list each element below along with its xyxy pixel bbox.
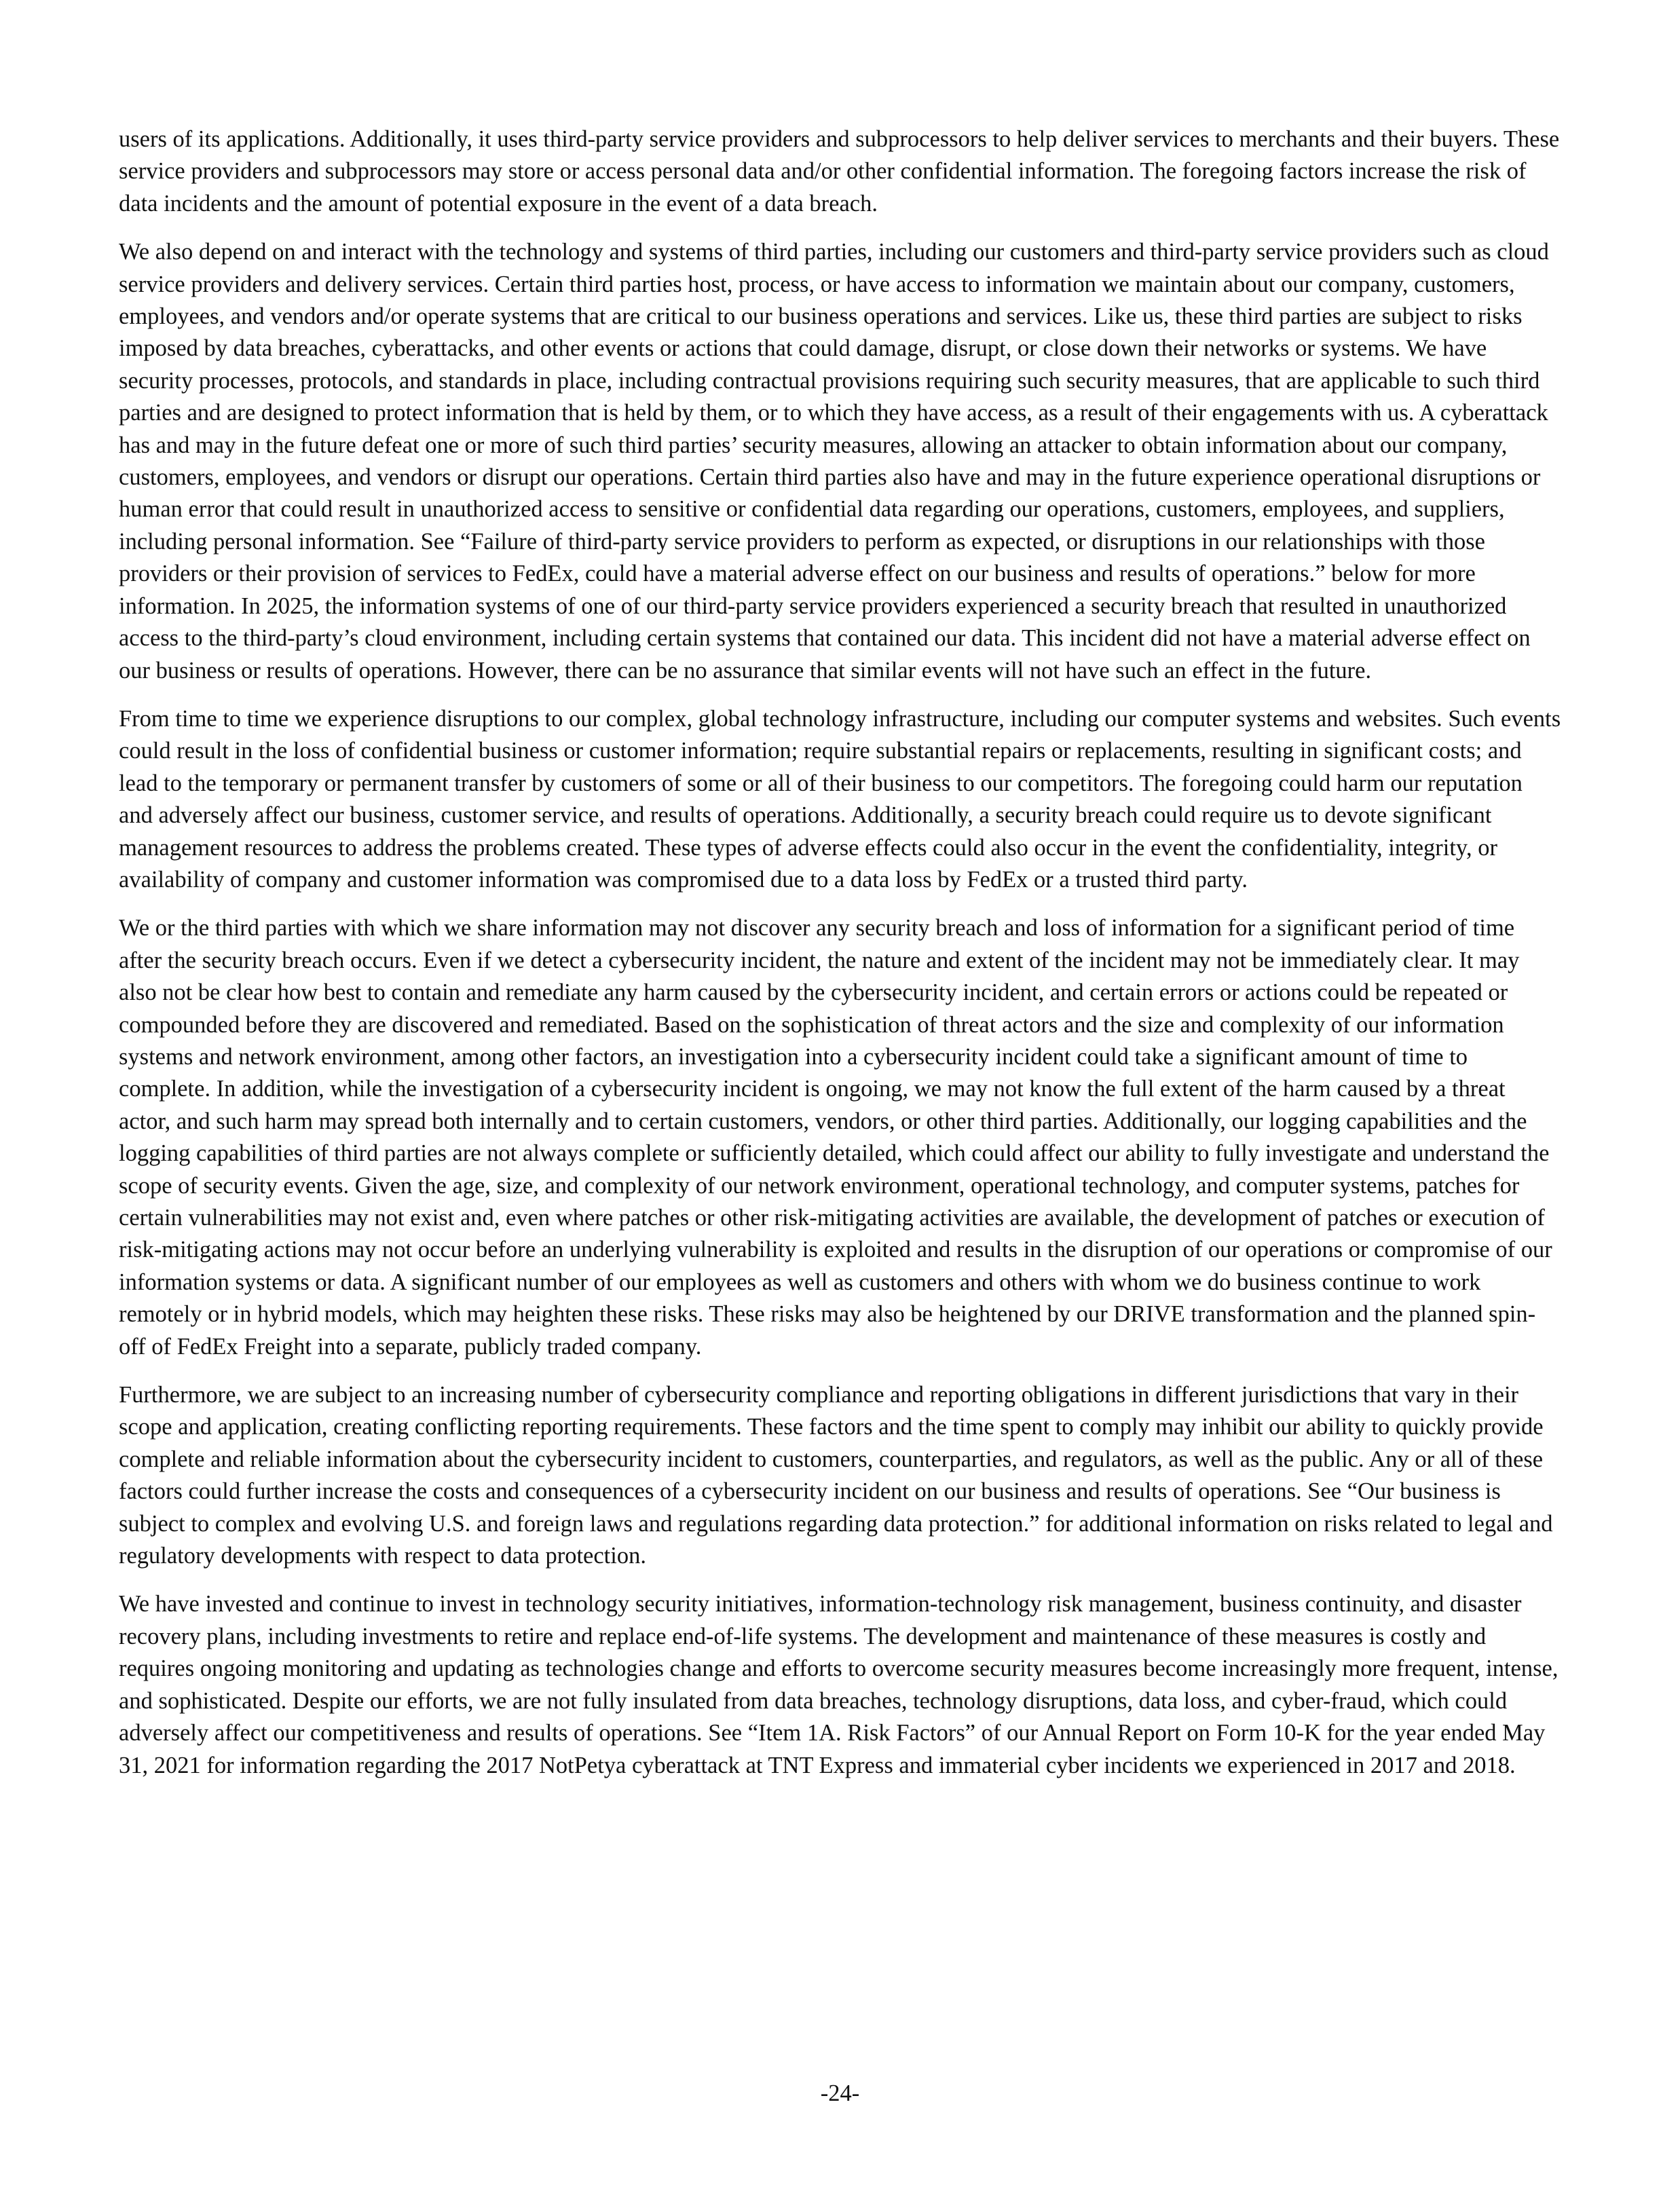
page-number: -24- [820, 2080, 860, 2106]
paragraph-breach-discovery: We or the third parties with which we share information may not discover any security breach and loss of information for a significant period of time after the security breach occurs. Even if we detect a cybersecurity incident, the nature and extent of the incident may not be immediately clear. It may also not be clear how best to contain and remediate any harm caused by the cybersecurity incident, and certain errors or actions could be repeated or compounded before they are discovered and remediated. Based on the sophistication of threat actors and the size and complexity of our information systems and network environment, among other factors, an investigation into a cybersecurity incident could take a significant amount of time to complete. In addition, while the investigation of a cybersecurity incident is ongoing, we may not know the full extent of the harm caused by a threat actor, and such harm may spread both internally and to certain customers, vendors, or other third parties. Additionally, our logging capabilities and the logging capabilities of third parties are not always complete or sufficiently detailed, which could affect our ability to fully investigate and understand the scope of security events. Given the age, size, and complexity of our network environment, operational technology, and computer systems, patches for certain vulnerabilities may not exist and, even where patches or other risk-mitigating activities are available, the development of patches or execution of risk-mitigating actions may not occur before an underlying vulnerability is exploited and results in the disruption of our operations or compromise of our information systems or data. A significant number of our employees as well as customers and others with whom we do business continue to work remotely or in hybrid models, which may heighten these risks. These risks may also be heightened by our DRIVE transformation and the planned spin-off of FedEx Freight into a separate, publicly traded company. [119, 915, 1552, 1360]
document-body [119, 124, 1562, 1798]
paragraph-third-parties: We also depend on and interact with the technology and systems of third parties, including our customers and third-party service providers such as cloud service providers and delivery services. Certain third parties host, process, or have access to information we maintain about our company, customers, employees, and vendors and/or operate systems that are critical to our business operations and services. Like us, these third parties are subject to risks imposed by data breaches, cyberattacks, and other events or actions that could damage, disrupt, or close down their networks or systems. We have security processes, protocols, and standards in place, including contractual provisions requiring such security measures, that are applicable to such third parties and are designed to protect information that is held by them, or to which they have access, as a result of their engagements with us. A cyberattack has and may in the future defeat one or more of such third parties’ security measures, allowing an attacker to obtain information about our company, customers, employees, and vendors or disrupt our operations. Certain third parties also have and may in the future experience operational disruptions or human error that could result in unauthorized access to sensitive or confidential data regarding our operations, customers, employees, and suppliers, including personal information. See “Failure of third-party service providers to perform as expected, or disruptions in our relationships with those providers or their provision of services to FedEx, could have a material adverse effect on our business and results of operations.” below for more information. In 2025, the information systems of one of our third-party service providers experienced a security breach that resulted in unauthorized access to the third-party’s cloud environment, including certain systems that contained our data. This incident did not have a material adverse effect on our business or results of operations. However, there can be no assurance that similar events will not have such an effect in the future. [119, 239, 1549, 684]
paragraph-data-incidents: users of its applications. Additionally, it uses third-party service providers and subprocessors to help deliver services to merchants and their buyers. These service providers and subprocessors may store or access personal data and/or other confidential information. The foregoing factors increase the risk of data incidents and the amount of potential exposure in the event of a data breach. [119, 126, 1560, 217]
paragraph-investments: We have invested and continue to invest in technology security initiatives, information-technology risk management, business continuity, and disaster recovery plans, including investments to retire and replace end-of-life systems. The development and maintenance of these measures is costly and requires ongoing monitoring and updating as technologies change and efforts to overcome security measures become increasingly more frequent, intense, and sophisticated. Despite our efforts, we are not fully insulated from data breaches, technology disruptions, data loss, and cyber-fraud, which could adversely affect our competitiveness and results of operations. See “Item 1A. Risk Factors” of our Annual Report on Form 10-K for the year ended May 31, 2021 for information regarding the 2017 NotPetya cyberattack at TNT Express and immaterial cyber incidents we experienced in 2017 and 2018. [119, 1591, 1558, 1778]
paragraph-compliance: Furthermore, we are subject to an increasing number of cybersecurity compliance and reporting obligations in different jurisdictions that vary in their scope and application, creating conflicting reporting requirements. These factors and the time spent to comply may inhibit our ability to quickly provide complete and reliable information about the cybersecurity incident to customers, counterparties, and regulators, as well as the public. Any or all of these factors could further increase the costs and consequences of a cybersecurity incident on our business and results of operations. See “Our business is subject to complex and evolving U.S. and foreign laws and regulations regarding data protection.” for additional information on risks related to legal and regulatory developments with respect to data protection. [119, 1382, 1553, 1569]
paragraph-disruptions: From time to time we experience disruptions to our complex, global technology infrastructure, including our computer systems and websites. Such events could result in the loss of confidential business or customer information; require substantial repairs or replacements, resulting in significant costs; and lead to the temporary or permanent transfer by customers of some or all of their business to our competitors. The foregoing could harm our reputation and adversely affect our business, customer service, and results of operations. Additionally, a security breach could require us to devote significant management resources to address the problems created. These types of adverse effects could also occur in the event the confidentiality, integrity, or availability of company and customer information was compromised due to a data loss by FedEx or a trusted third party. [119, 705, 1561, 893]
